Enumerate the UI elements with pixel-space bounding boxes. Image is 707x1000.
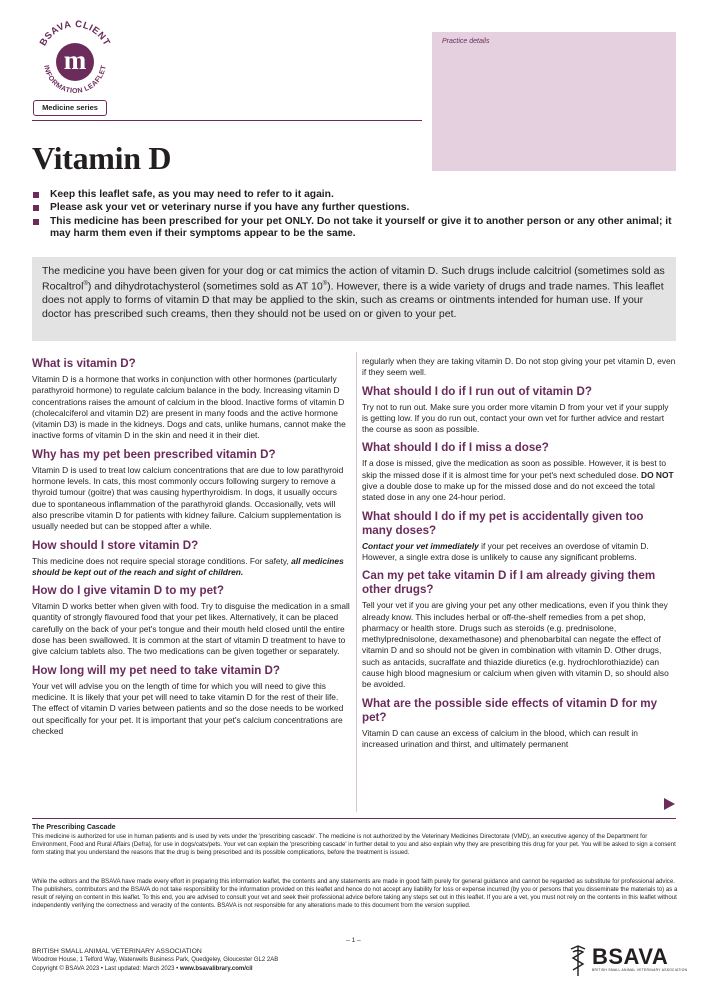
question-what-is-vitamin-d: What is vitamin D?	[32, 357, 136, 370]
miss-dose-text-2: give a double dose to make up for the missed dose and do not exceed the total stated dose in any one 24-hour period.	[362, 481, 655, 503]
intro-text-2: ) and dihydrotachysterol (sometimes sold as AT 10	[87, 280, 323, 293]
right-column	[362, 356, 676, 750]
page-title: Vitamin D	[32, 140, 172, 176]
storage-text: This medicine does not require special storage conditions. For safety,	[32, 555, 292, 566]
question-side-effects: What are the possible side effects of vitamin D for my pet?	[362, 696, 658, 724]
cascade-text: This medicine is authorized for use in human patients and is used by vets under the 'prescribing cascade'. The medicine is not authorized by the Veterinary Medicines Directorate (VMD), an executive agency of the Department for Environment, Food and Rural Affairs (Defra), for use in dogs/cats/pets. Your vet can explain the 'prescribing cascade' in further detail to you and also explain why they are prescribing this drug for your pet. You will be asked to sign a consent form stating that you understand the reasons that the drug is being prescribed and its possible complications, before the treatment is issued.	[32, 833, 676, 857]
practice-details-label: Practice details	[442, 38, 490, 45]
website-link[interactable]: www.bsavalibrary.com/cil	[179, 966, 253, 972]
answer-miss-dose	[362, 458, 676, 503]
bsava-client-leaflet-logo	[32, 16, 118, 100]
logo-ring-text-bottom: INFORMATION LEAFLET	[42, 64, 108, 95]
logo-ring-text-top: BSAVA CLIENT	[37, 18, 113, 48]
answer-how-long-continued: regularly when they are taking vitamin D. Do not stop giving your pet vitamin D, even if they seem well.	[362, 356, 676, 378]
organisation-address: Woodrow House, 1 Telford Way, Waterwells Business Park, Quedgeley, Gloucester GL2 2AB	[32, 957, 279, 963]
answer-storage	[32, 556, 350, 579]
separator: •	[176, 966, 179, 972]
last-updated: Last updated: March 2023	[104, 966, 175, 972]
continue-arrow-icon[interactable]	[664, 798, 675, 810]
answer-run-out: Try not to run out. Make sure you order more vitamin D from your vet if your supply is getting low. If you do run out, contact your own vet for further advice and restart the course as soon as possible.	[362, 401, 669, 435]
contact-vet-emphasis: Contact your vet immediately	[362, 540, 479, 551]
intro-box	[32, 257, 676, 341]
copyright: Copyright © BSAVA 2023	[32, 966, 100, 972]
bullet-item	[32, 202, 672, 215]
question-how-to-give: How do I give vitamin D to my pet?	[32, 584, 224, 598]
storage-warning: all medicines should be kept out of the reach and sight of children.	[32, 555, 344, 577]
left-column	[32, 352, 350, 737]
registered-mark: ®	[322, 281, 328, 288]
bullet-item	[32, 216, 672, 242]
medicine-series-badge: Medicine series	[33, 100, 107, 116]
answer-how-to-give: Vitamin D works better when given with food. Try to disguise the medication in a small quantity of strongly flavoured food that your pet likes. Alternatively, it can be placed carefully on the back of your pet's tongue and their mouth held closed until the entire dose has been swallowed. It is common at the start of vitamin D treatment to have to give calcium tablets also. The two medications can be given together or separately.	[32, 601, 350, 657]
organisation-name: BRITISH SMALL ANIMAL VETERINARY ASSOCIATION	[32, 948, 202, 955]
bullet-item	[32, 189, 672, 202]
answer-how-long: Your vet will advise you on the length of time for which you will need to give this medicine. It is likely that your pet will need to take vitamin D for the rest of their life. The effect of vitamin D varies between patients and so the dose needs to be worked out specifically for your pet. It is important that your pet's calcium concentrations are checked	[32, 680, 344, 736]
square-bullet-icon	[33, 205, 39, 211]
header-rule	[32, 120, 422, 121]
miss-dose-text-1: If a dose is missed, give the medication as soon as possible. However, it is best to skip the missed dose if it is almost time for your pet's next scheduled dose.	[362, 458, 666, 480]
bullet-text: This medicine has been prescribed for your pet ONLY. Do not take it yourself or give it to another person or any other animal; it may harm them even if their symptoms appear to be the same.	[50, 215, 672, 240]
question-run-out: What should I do if I run out of vitamin D?	[362, 384, 592, 398]
bullet-text: Keep this leaflet safe, as you may need to refer to it again.	[50, 189, 334, 200]
question-miss-dose: What should I do if I miss a dose?	[362, 441, 549, 455]
separator: •	[100, 966, 104, 972]
answer-other-drugs: Tell your vet if you are giving your pet any other medications, even if you think they already know. This includes herbal or off-the-shelf remedies from a pet shop, pharmacy or health store. Drugs such as steroids (e.g. prednisolone, methylprednisolone, dexamethasone) and phenobarbital can negate the effect of vitamin D and so should not be given in combination with vitamin D. Other drugs, such as antacids, sucralfate and thiazide diuretics (e.g. hydrochlorothiazide) can cause high blood magnesium or calcium when given with vitamin D, so should also be avoided.	[362, 600, 669, 690]
question-how-long: How long will my pet need to take vitamin D?	[32, 663, 281, 677]
logo-letter: m	[63, 45, 87, 75]
question-other-drugs: Can my pet take vitamin D if I am already giving them other drugs?	[362, 569, 656, 597]
intro-text-1: The medicine you have been given for your dog or cat mimics the action of vitamin D. Such drugs include calcitriol (sometimes sold as Rocaltrol	[42, 265, 665, 293]
question-storage: How should I store vitamin D?	[32, 538, 199, 552]
overdose-text: if your pet receives an overdose of vitamin D. However, a single extra dose is unlikely to cause any significant problems.	[362, 540, 649, 562]
page-number: – 1 –	[346, 937, 361, 944]
intro-text-3: ). However, there is a wide variety of drugs and trade names. This leaflet does not apply to forms of vitamin D that may be applied to the skin, such as creams or ointments intended for human use. If your doctor has prescribed such creams, then they should not be used on or given to your pet.	[42, 280, 664, 320]
footer-meta	[32, 966, 253, 972]
column-divider	[356, 352, 357, 812]
safety-bullet-list	[32, 189, 672, 242]
answer-overdose	[362, 541, 676, 564]
bsava-logo-text: BSAVA	[592, 944, 669, 969]
question-why-prescribed: Why has my pet been prescribed vitamin D?	[32, 447, 276, 461]
answer-why-prescribed: Vitamin D is used to treat low calcium concentrations that are due to low parathyroid hormone levels. In cats, this most commonly occurs following surgery to remove a thyroid tumour (goitre) that was causing hyperthyroidism. In dogs, it usually occurs due to spontaneous inflammation of the parathyroid glands. Occasionally, vets will also prescribe vitamin D for patients with kidney failure. Calcium supplementation is usually needed but can be stopped after a while.	[32, 464, 344, 532]
practice-details-box[interactable]	[432, 32, 676, 171]
do-not-emphasis: DO NOT	[641, 469, 674, 480]
bullet-text: Please ask your vet or veterinary nurse if you have any further questions.	[50, 202, 410, 214]
footer-rule	[32, 818, 676, 819]
square-bullet-icon	[33, 219, 39, 225]
registered-mark: ®	[83, 281, 88, 288]
square-bullet-icon	[33, 192, 39, 198]
answer-side-effects: Vitamin D can cause an excess of calcium in the blood, which can result in increased urination and thirst, and ultimately permanent	[362, 727, 638, 749]
bsava-logo-subtitle: BRITISH SMALL ANIMAL VETERINARY ASSOCIATION	[592, 968, 688, 972]
answer-what-is-vitamin-d: Vitamin D is a hormone that works in conjunction with other hormones (particularly parathyroid hormone) to regulate calcium balance in the body. Increasing vitamin D concentrations raises the amount of calcium in the blood. Inactive forms of vitamin D (cholecalciferol and vitamin D2) are present in many foods and the active hormone (vitamin D3) is made in the kidneys. Dogs and cats, unlike humans, cannot make the inactive forms of vitamin D in the skin and need it in their diet.	[32, 374, 346, 441]
cascade-heading: The Prescribing Cascade	[32, 824, 116, 831]
disclaimer-text: While the editors and the BSAVA have made every effort in preparing this information leaflet, the contents and any statements are made in good faith purely for general guidance and cannot be regarded as substitute for professional advice. The publishers, contributors and the BSAVA do not take responsibility for the information provided on this leaflet and hence do not accept any liability for loss or expense incurred (by you or persons that you disseminate the materials to) as a result of relying on content in this leaflet. To this end, you are advised to consult your vet and seek their professional advice before taking any steps set out in this leaflet. If you are a vet, you must not rely on the contents in this leaflet without independently verifying the correctness and veracity of the contents. BSAVA is not responsible for any alterations made to this document from the version supplied.	[32, 878, 678, 910]
question-overdose: What should I do if my pet is accidentally given too many doses?	[362, 509, 644, 537]
